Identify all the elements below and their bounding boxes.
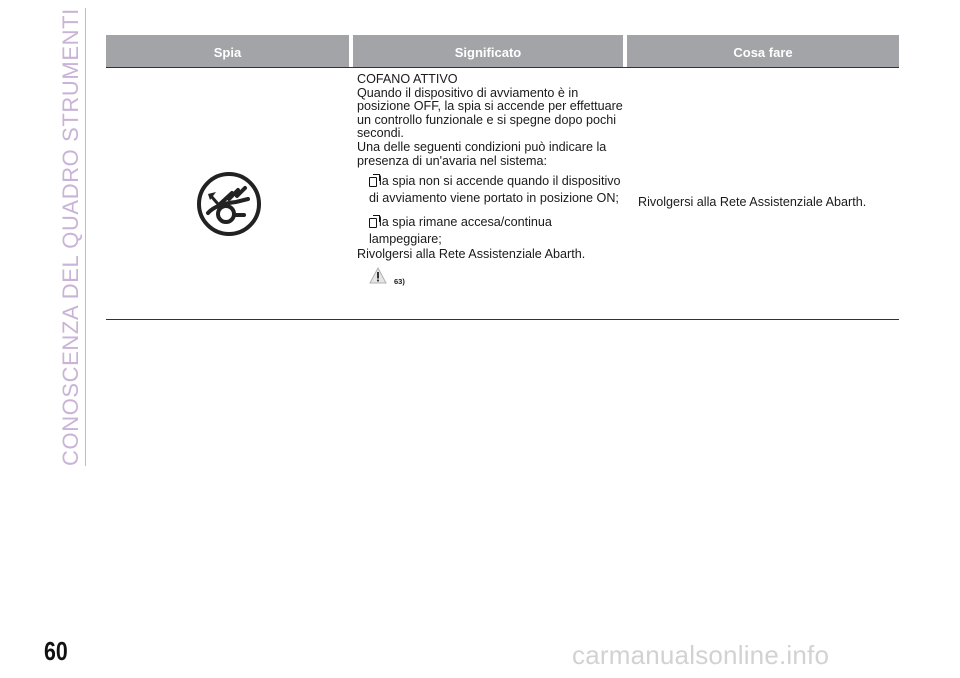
warning-light-title: COFANO ATTIVO [357,72,458,86]
column-header-significato: Significato [353,35,623,68]
list-item: la spia rimane accesa/continua lampeggiare; [369,215,552,247]
checkbox-bullet-icon [369,218,377,228]
list-item: la spia non si accende quando il dispositivo di avviamento viene portato in posizione ON; [369,174,621,206]
conditions-intro: Una delle seguenti condizioni può indicare la presenza di un'avaria nel sistema: [357,139,607,168]
action-cell: Rivolgersi alla Rete Assistenziale Abarth. [638,195,867,209]
column-header-spia: Spia [106,35,349,68]
checkbox-bullet-icon [369,177,377,187]
warning-ref-number: 63) [394,276,405,286]
meaning-cell [357,73,625,289]
warning-reference [357,267,625,289]
meaning-closing: Rivolgersi alla Rete Assistenziale Abarth. [357,247,586,262]
active-hood-warning-icon [196,171,262,237]
table-row-top-border [106,67,899,68]
watermark: carmanualsonline.info [572,640,830,670]
meaning-intro: Quando il dispositivo di avviamento è in posizione OFF, la spia si accende per effettuare un controllo funzionale e si spegne dopo pochi secondi. [357,85,623,141]
page-number: 60 [44,636,68,666]
table-row-bottom-border [106,319,899,320]
column-header-cosa-fare: Cosa fare [627,35,899,68]
section-title: CONOSCENZA DEL QUADRO STRUMENTI [58,8,86,466]
warning-triangle-icon [369,267,387,288]
